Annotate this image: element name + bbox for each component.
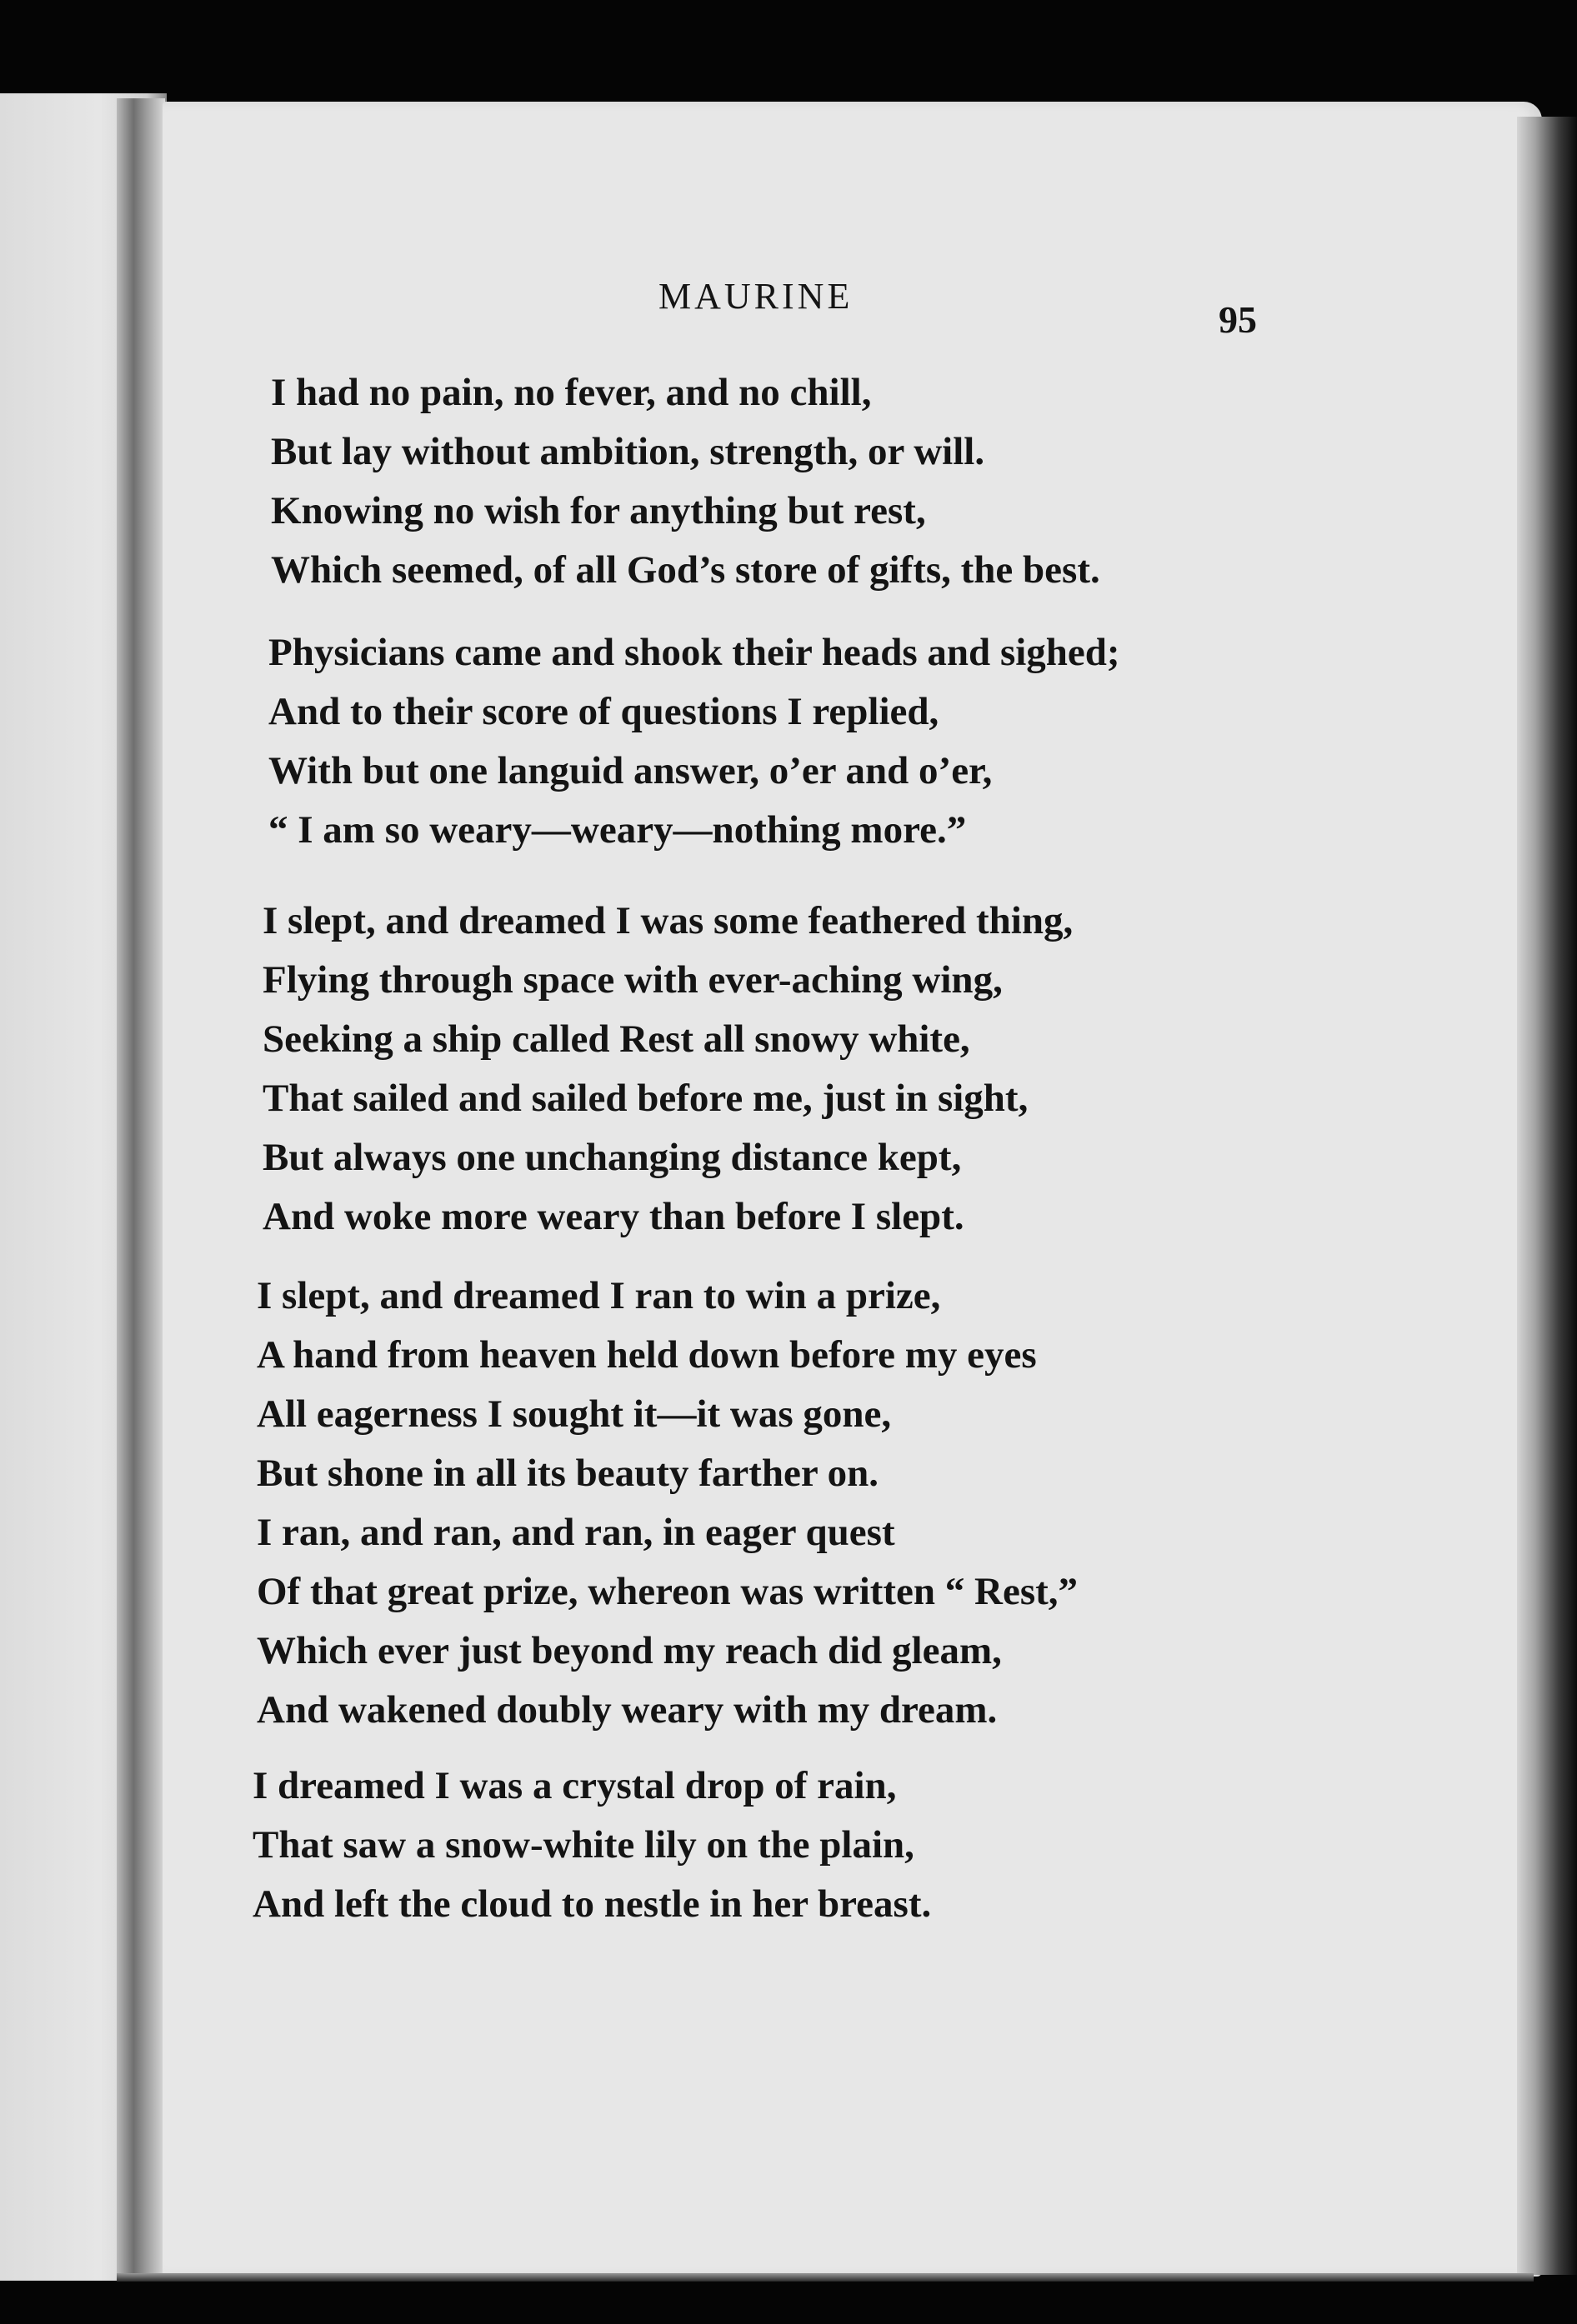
verse-line: But shone in all its beauty farther on. — [257, 1452, 879, 1495]
verse-line: That saw a snow-white lily on the plain, — [253, 1823, 914, 1867]
verse-line: And woke more weary than before I slept. — [263, 1195, 964, 1238]
verse-line: Flying through space with ever-aching wing, — [263, 958, 1003, 1002]
verse-line: With but one languid answer, o’er and o’er, — [268, 749, 993, 792]
verse-line: I ran, and ran, and ran, in eager quest — [257, 1511, 895, 1554]
verse-line: And wakened doubly weary with my dream. — [257, 1688, 998, 1732]
verse-line: Knowing no wish for anything but rest, — [271, 489, 926, 532]
page-bottom-edge — [117, 2273, 1534, 2282]
verse-line: Physicians came and shook their heads and sighed; — [268, 631, 1120, 674]
verse-line: A hand from heaven held down before my eyes — [257, 1333, 1037, 1377]
verse-line: That sailed and sailed before me, just in sight, — [263, 1077, 1029, 1120]
verse-line: And left the cloud to nestle in her breast. — [253, 1882, 932, 1926]
verse-line: “ I am so weary—weary—nothing more.” — [268, 808, 967, 852]
verse-line: Which seemed, of all God’s store of gifts, the best. — [271, 548, 1100, 592]
verse-line: All eagerness I sought it—it was gone, — [257, 1392, 892, 1436]
verse-line: Seeking a ship called Rest all snowy white, — [263, 1017, 970, 1061]
stanza-5 — [253, 1757, 931, 1934]
verse-line: But always one unchanging distance kept, — [263, 1136, 962, 1179]
verse-line: But lay without ambition, strength, or will. — [271, 430, 985, 473]
stanza-1 — [271, 363, 1100, 600]
running-head: MAURINE — [658, 276, 854, 317]
verse-line: I slept, and dreamed I was some feathered thing, — [263, 899, 1074, 942]
page-number: 95 — [1219, 298, 1257, 341]
stanza-2 — [268, 623, 1120, 860]
verse-line: I had no pain, no fever, and no chill, — [271, 371, 872, 414]
verse-line: And to their score of questions I replied, — [268, 690, 939, 733]
stanza-3 — [263, 892, 1073, 1247]
verse-line: Of that great prize, whereon was written “ Rest,” — [257, 1570, 1079, 1613]
book-gutter — [117, 98, 165, 2277]
page-right-edge — [1517, 117, 1577, 2275]
verse-line: I slept, and dreamed I ran to win a prize, — [257, 1274, 941, 1317]
verse-line: I dreamed I was a crystal drop of rain, — [253, 1764, 897, 1807]
verse-line: Which ever just beyond my reach did gleam, — [257, 1629, 1002, 1672]
stanza-4 — [257, 1267, 1078, 1740]
